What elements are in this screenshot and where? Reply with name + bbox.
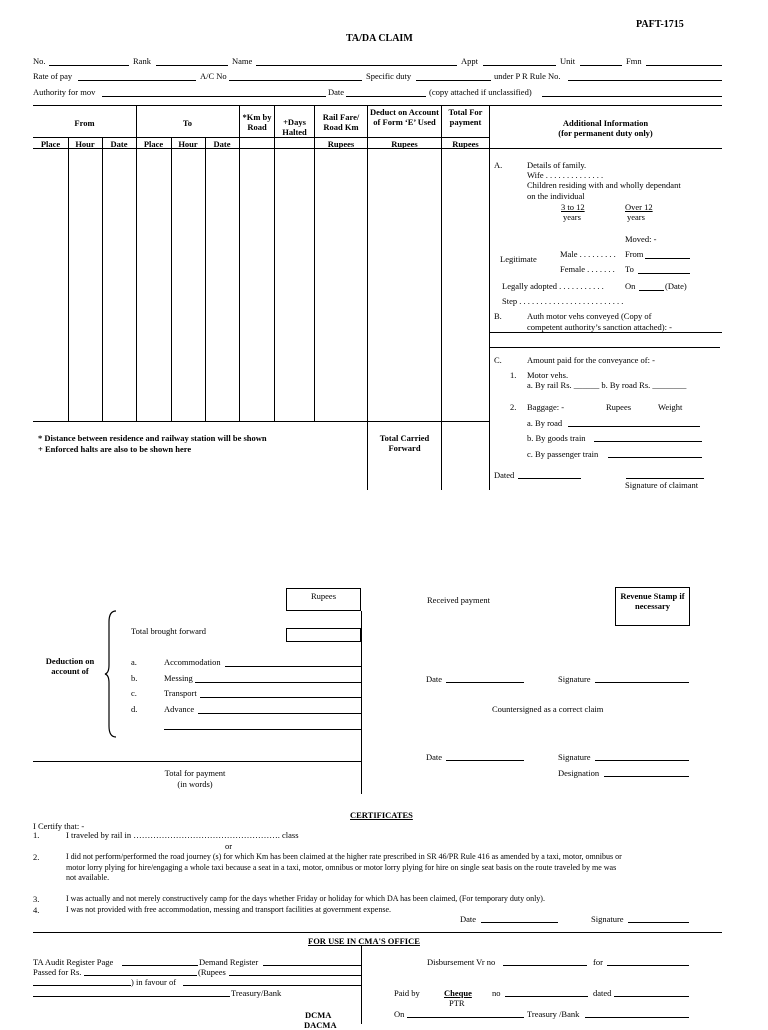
certify-intro: I Certify that: - xyxy=(33,821,85,831)
sub-place: Place xyxy=(143,139,164,149)
treasury-bank-label: Treasury/Bank xyxy=(231,988,282,998)
cert-signature-label: Signature xyxy=(591,914,624,924)
by-goods-field[interactable] xyxy=(594,441,702,442)
countersigned-text: Countersigned as a correct claim xyxy=(492,704,604,714)
cert-2-text-line1: I did not perform/performed the road journey (s) for which Km has been claimed at the higher rate prescribed in SR 46/PR Rule 416 as amended by a taxi, motor, omnibus or xyxy=(66,852,622,861)
step-label: Step . . . . . . . . . . . . . . . . . . . . . . . . . xyxy=(502,296,624,306)
additional-info-subtitle: (for permanent duty only) xyxy=(558,128,653,138)
pr-rule-field[interactable] xyxy=(568,80,722,81)
cert-4-text: I was not provided with free accommodation, messing and transport facilities at government expense. xyxy=(66,905,392,914)
col-line xyxy=(102,137,103,421)
designation-field[interactable] xyxy=(604,776,689,777)
sub-place: Place xyxy=(40,139,61,149)
date-field-1[interactable] xyxy=(446,682,524,683)
baggage-label: Baggage: - xyxy=(527,402,565,412)
col-line xyxy=(171,137,172,421)
signature-field-1[interactable] xyxy=(595,682,689,683)
copy-field[interactable] xyxy=(542,96,722,97)
date-paren: (Date) xyxy=(665,281,687,291)
age-over-12: Over 12 xyxy=(625,202,653,212)
dated-label: Dated xyxy=(494,470,515,480)
authority-field[interactable] xyxy=(102,96,326,97)
motor-vehs-label: Motor vehs. xyxy=(527,370,569,380)
col-line xyxy=(441,105,442,490)
sub-rupees: Rupees xyxy=(391,139,418,149)
favour-prefix-field[interactable] xyxy=(33,985,131,986)
appt-label: Appt xyxy=(461,56,478,66)
cma-divider xyxy=(361,946,362,1024)
years-label: years xyxy=(627,212,645,222)
page-title: TA/DA CLAIM xyxy=(346,33,413,44)
item-accommodation: Accommodation xyxy=(164,657,221,667)
date-field-2[interactable] xyxy=(446,760,524,761)
paid-by-label: Paid by xyxy=(394,988,420,998)
deduction-divider xyxy=(361,611,362,794)
extra-deduction-field[interactable] xyxy=(164,729,361,730)
demand-register-field[interactable] xyxy=(263,965,361,966)
signature-label-1: Signature xyxy=(558,674,591,684)
col-deduct: Deduct on Account of Form ‘E’ Used xyxy=(370,107,439,127)
total-for-payment: Total for payment xyxy=(164,768,226,778)
section-c-label: C. xyxy=(494,355,502,365)
passed-for-field[interactable] xyxy=(84,975,197,976)
rank-label: Rank xyxy=(133,56,151,66)
name-field[interactable] xyxy=(256,65,457,66)
by-road-field[interactable] xyxy=(568,426,700,427)
unit-field[interactable] xyxy=(580,65,622,66)
table-body-bottom xyxy=(33,421,489,422)
item-c-letter: c. xyxy=(131,688,137,698)
rate-of-pay-field[interactable] xyxy=(78,80,196,81)
col-line xyxy=(205,137,206,421)
fmn-label: Fmn xyxy=(626,56,642,66)
date-label-1: Date xyxy=(426,674,443,684)
item-b-letter: b. xyxy=(131,673,138,683)
col-km-by-road: *Km by Road xyxy=(242,112,272,132)
section-b-text: Auth motor vehs conveyed (Copy of xyxy=(527,311,652,321)
advance-field[interactable] xyxy=(198,713,361,714)
unit-label: Unit xyxy=(560,56,576,66)
cert-2-text-line3: not available. xyxy=(66,873,110,882)
children-text-2: on the individual xyxy=(527,191,585,201)
dated-field[interactable] xyxy=(518,478,581,479)
rupees-words-field[interactable] xyxy=(229,975,361,976)
favour-field[interactable] xyxy=(183,985,361,986)
ptr-option[interactable]: PTR xyxy=(449,998,465,1008)
name-label: Name xyxy=(232,56,253,66)
by-road-label: a. By road xyxy=(527,418,563,428)
sub-date: Date xyxy=(110,139,128,149)
date-field[interactable] xyxy=(346,96,426,97)
pr-rule-label: under P R Rule No. xyxy=(494,71,561,81)
from-field[interactable] xyxy=(645,258,690,259)
no-label: no xyxy=(492,988,501,998)
sub-rupees: Rupees xyxy=(452,139,479,149)
divider xyxy=(489,347,720,348)
sub-rupees: Rupees xyxy=(327,139,355,149)
on-label: On xyxy=(394,1009,405,1019)
col-rail-fare: Rail Fare/ Road Km xyxy=(322,112,360,132)
dcma-label: DCMA xyxy=(305,1010,332,1020)
form-code: PAFT-1715 xyxy=(636,19,684,30)
item-transport: Transport xyxy=(164,688,197,698)
divider xyxy=(489,332,722,333)
note-halts: + Enforced halts are also to be shown here xyxy=(38,444,192,454)
disbursement-label: Disbursement Vr no xyxy=(427,957,496,967)
date-label-2: Date xyxy=(426,752,443,762)
total-carried-forward: Total Carried Forward xyxy=(379,433,430,453)
years-label: years xyxy=(563,212,581,222)
cheque-no-field[interactable] xyxy=(505,996,588,997)
claimant-signature-label: Signature of claimant xyxy=(625,480,699,490)
female-label: Female . . . . . . . xyxy=(560,264,615,274)
accommodation-field[interactable] xyxy=(225,666,361,667)
transport-field[interactable] xyxy=(200,697,361,698)
ac-no-label: A/C No xyxy=(200,71,227,81)
messing-field[interactable] xyxy=(195,682,361,683)
sub-hour: Hour xyxy=(75,139,95,149)
dacma-label: DACMA xyxy=(304,1020,337,1030)
wife-field: Wife . . . . . . . . . . . . . . xyxy=(527,170,604,180)
favour-label: ) in favour of xyxy=(131,977,177,987)
cert-divider xyxy=(33,932,722,933)
fmn-field[interactable] xyxy=(646,65,722,66)
c2-number: 2. xyxy=(510,402,517,412)
dated-label: dated xyxy=(593,988,612,998)
audit-register-field[interactable] xyxy=(122,965,198,966)
ac-no-field[interactable] xyxy=(229,80,362,81)
from-label: From xyxy=(625,249,644,259)
baggage-weight: Weight xyxy=(658,402,683,412)
family-details: Details of family. xyxy=(527,160,587,170)
total-brought-forward: Total brought forward xyxy=(131,626,206,636)
section-c-text: Amount paid for the conveyance of: - xyxy=(527,355,655,365)
cert-or: or xyxy=(225,841,233,851)
cheque-option[interactable]: Cheque xyxy=(444,988,472,998)
cert-3-number: 3. xyxy=(33,894,40,904)
total-line xyxy=(33,761,361,762)
on-label: On xyxy=(625,281,636,291)
item-advance: Advance xyxy=(164,704,195,714)
section-b-label: B. xyxy=(494,311,502,321)
signature-label-2: Signature xyxy=(558,752,591,762)
legitimate-label: Legitimate xyxy=(500,254,537,264)
adopted-label: Legally adopted . . . . . . . . . . . xyxy=(502,281,604,291)
c1-number: 1. xyxy=(510,370,517,380)
received-payment: Received payment xyxy=(427,595,491,605)
by-goods-label: b. By goods train xyxy=(527,433,586,443)
in-words: (in words) xyxy=(177,779,213,789)
for-field[interactable] xyxy=(607,965,689,966)
treasury-bank-field[interactable] xyxy=(585,1017,689,1018)
by-passenger-field[interactable] xyxy=(608,457,702,458)
passed-for-label: Passed for Rs. xyxy=(33,967,82,977)
col-line xyxy=(239,105,240,421)
specific-duty-label: Specific duty xyxy=(366,71,412,81)
cert-1-number: 1. xyxy=(33,830,40,840)
total-bf-box[interactable] xyxy=(286,628,361,642)
by-rail-road: a. By rail Rs. ______ b. By road Rs. ________ xyxy=(527,380,687,390)
col-to: To xyxy=(182,118,193,128)
age-3-to-12: 3 to 12 xyxy=(561,202,585,212)
cert-date-field[interactable] xyxy=(481,922,558,923)
col-line xyxy=(68,137,69,421)
deduction-brace xyxy=(104,610,118,738)
copy-attached-note: (copy attached if unclassified) xyxy=(429,87,532,97)
col-line xyxy=(314,105,315,421)
cert-2-text-line2: motor lorry plying for hire/engaging a whole taxi because a seat in a taxi, motor, omnibus or motor lorry plying for hire on single seat basis on the route traveled by me was xyxy=(66,863,617,872)
treasury-field[interactable] xyxy=(33,996,230,997)
no-field[interactable] xyxy=(49,65,129,66)
col-days-halted: +Days Halted xyxy=(282,117,307,137)
rupees-header: Rupees xyxy=(310,591,337,601)
on-field[interactable] xyxy=(639,290,664,291)
col-line xyxy=(136,105,137,421)
note-distance: * Distance between residence and railway station will be shown xyxy=(38,433,267,443)
on-field[interactable] xyxy=(407,1017,524,1018)
sub-date: Date xyxy=(213,139,231,149)
signature-field-2[interactable] xyxy=(595,760,689,761)
col-total-payment: Total For payment xyxy=(448,107,483,127)
children-text: Children residing with and wholly dependant xyxy=(527,180,681,190)
disbursement-field[interactable] xyxy=(503,965,587,966)
rank-field[interactable] xyxy=(156,65,228,66)
cert-3-text: I was actually and not merely constructively camp for the days whether Friday or holiday for which DA has been claimed, (For temporary duty only). xyxy=(66,894,545,903)
by-passenger-label: c. By passenger train xyxy=(527,449,599,459)
claimant-signature-line[interactable] xyxy=(626,478,704,479)
demand-register-label: Demand Register xyxy=(199,957,259,967)
moved-label: Moved: - xyxy=(625,234,657,244)
cert-signature-field[interactable] xyxy=(628,922,689,923)
baggage-rupees: Rupees xyxy=(606,402,632,412)
to-field[interactable] xyxy=(638,273,690,274)
deduction-label: Deduction on account of xyxy=(45,656,95,676)
treasury-bank-label-2: Treasury /Bank xyxy=(527,1009,580,1019)
item-d-letter: d. xyxy=(131,704,138,714)
col-line xyxy=(274,105,275,421)
cert-date-label: Date xyxy=(460,914,477,924)
item-a-letter: a. xyxy=(131,657,137,667)
to-label: To xyxy=(625,264,634,274)
col-line xyxy=(489,105,490,490)
date-label: Date xyxy=(328,87,345,97)
revenue-stamp-label: Revenue Stamp if necessary xyxy=(620,591,685,611)
item-messing: Messing xyxy=(164,673,193,683)
audit-register-label: TA Audit Register Page xyxy=(33,957,114,967)
cma-title: FOR USE IN CMA'S OFFICE xyxy=(308,936,420,946)
cert-4-number: 4. xyxy=(33,905,40,915)
specific-duty-field[interactable] xyxy=(416,80,491,81)
cert-2-number: 2. xyxy=(33,852,40,862)
for-label: for xyxy=(593,957,603,967)
additional-info-title: Additional Information xyxy=(562,118,649,128)
no-label: No. xyxy=(33,56,46,66)
section-a-label: A. xyxy=(494,160,503,170)
section-b-text-2: competent authority’s sanction attached): - xyxy=(527,322,672,332)
sub-hour: Hour xyxy=(178,139,198,149)
cert-1-text: I traveled by rail in ……………………………………………. class xyxy=(66,830,299,840)
designation-label: Designation xyxy=(558,768,600,778)
certificates-title: CERTIFICATES xyxy=(350,810,413,820)
rate-of-pay-label: Rate of pay xyxy=(33,71,73,81)
male-label: Male . . . . . . . . . xyxy=(560,249,616,259)
rupees-label: (Rupees xyxy=(198,967,226,977)
authority-label: Authority for mov xyxy=(33,87,96,97)
cheque-dated-field[interactable] xyxy=(614,996,689,997)
appt-field[interactable] xyxy=(483,65,556,66)
col-from: From xyxy=(74,118,95,128)
